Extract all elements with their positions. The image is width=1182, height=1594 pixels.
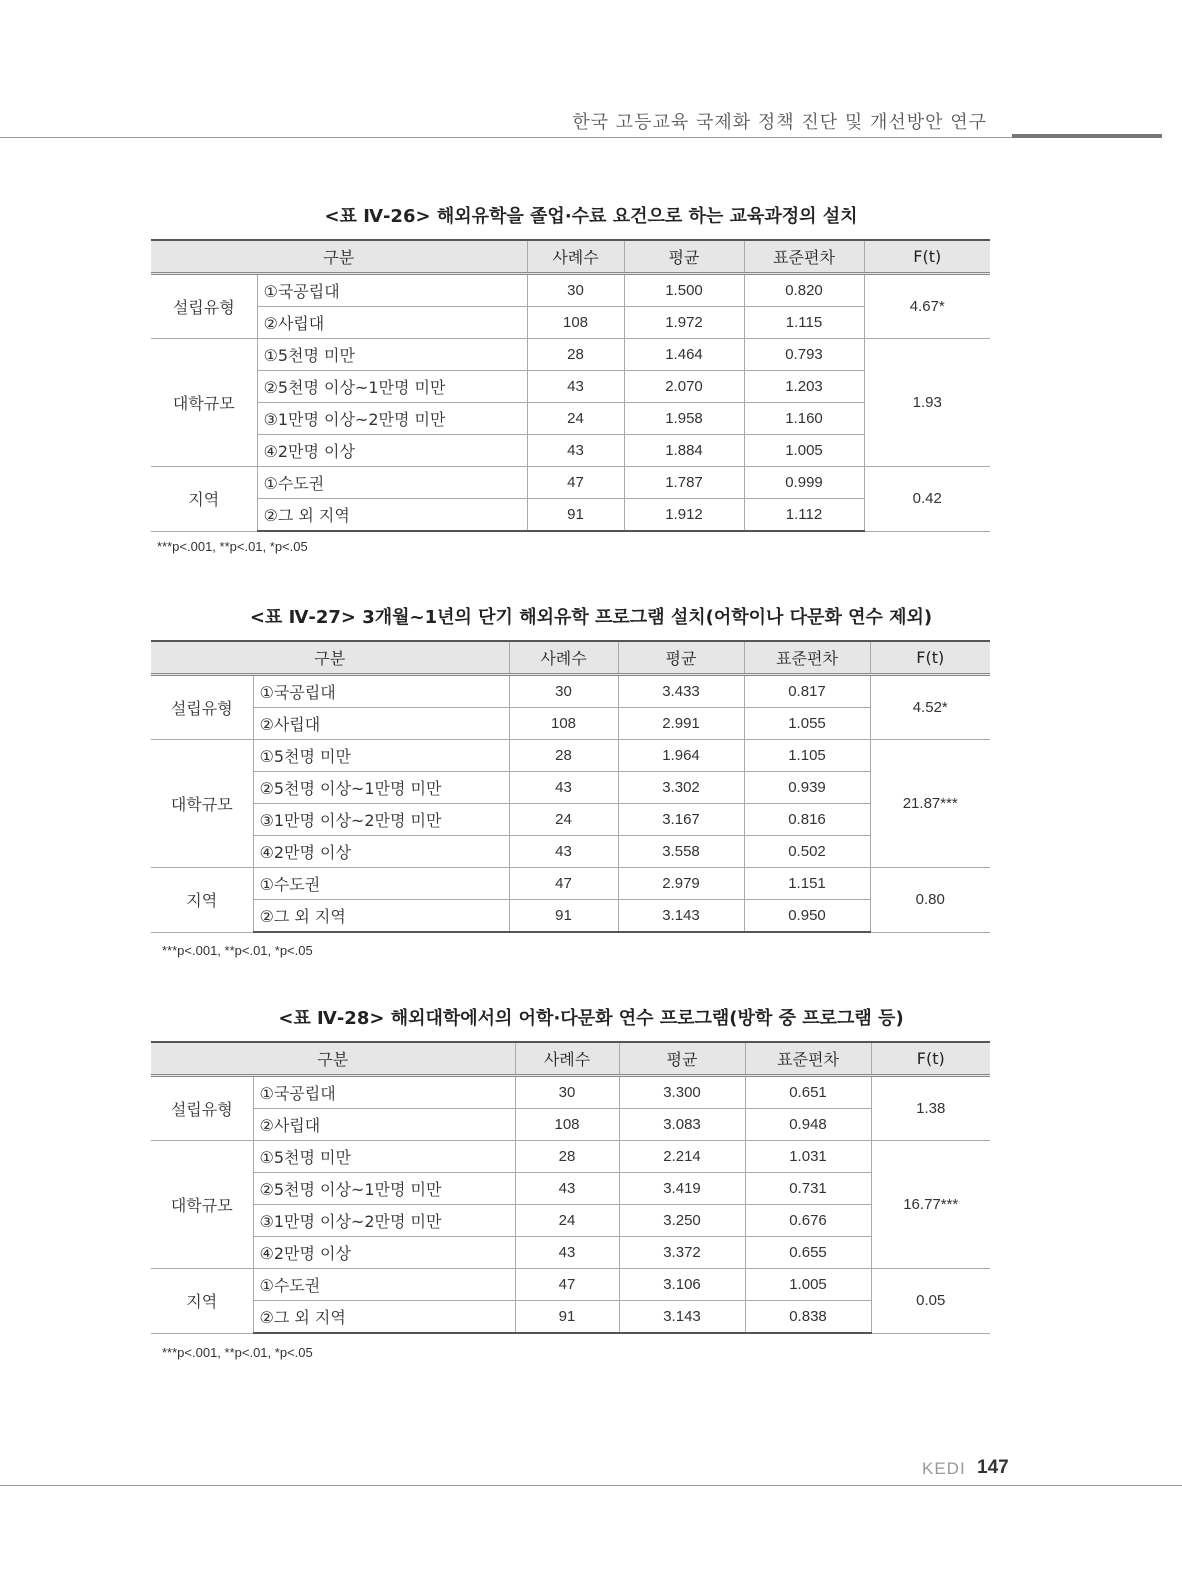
header-row: [151, 641, 990, 675]
table-row: [151, 1269, 990, 1301]
table-row: [151, 1301, 990, 1334]
mean-cell: 1.500: [624, 274, 744, 307]
count-cell: 91: [515, 1301, 619, 1334]
col-header-mean: 평균: [618, 641, 744, 675]
col-header-f: F(t): [864, 240, 990, 274]
group-label: 지역: [151, 868, 253, 933]
count-cell: 24: [509, 804, 618, 836]
mean-cell: 3.419: [619, 1173, 745, 1205]
mean-cell: 2.991: [618, 708, 744, 740]
col-header-sd: 표준편차: [744, 240, 864, 274]
col-header-f: F(t): [870, 641, 990, 675]
subgroup-label: ④2만명 이상: [253, 1237, 515, 1269]
count-cell: 47: [527, 467, 624, 499]
subgroup-label: ②사립대: [257, 307, 527, 339]
mean-cell: 2.979: [618, 868, 744, 900]
table-27: [151, 640, 990, 933]
sd-cell: 0.816: [744, 804, 870, 836]
subgroup-label: ①국공립대: [253, 1076, 515, 1109]
mean-cell: 3.433: [618, 675, 744, 708]
mean-cell: 3.167: [618, 804, 744, 836]
count-cell: 43: [515, 1173, 619, 1205]
count-cell: 47: [509, 868, 618, 900]
mean-cell: 3.372: [619, 1237, 745, 1269]
col-header-category: 구분: [151, 1042, 515, 1076]
group-label: 지역: [151, 467, 257, 532]
subgroup-label: ①수도권: [257, 467, 527, 499]
footer-org: KEDI: [922, 1459, 966, 1478]
running-header: 한국 고등교육 국제화 정책 진단 및 개선방안 연구: [572, 112, 987, 133]
mean-cell: 1.964: [618, 740, 744, 772]
mean-cell: 1.912: [624, 499, 744, 532]
group-label: 설립유형: [151, 675, 253, 740]
sd-cell: 0.793: [744, 339, 864, 371]
f-value-cell: 0.42: [864, 467, 990, 532]
sd-cell: 0.655: [745, 1237, 871, 1269]
sd-cell: 1.203: [744, 371, 864, 403]
mean-cell: 1.787: [624, 467, 744, 499]
f-value-cell: 4.67*: [864, 274, 990, 339]
mean-cell: 3.300: [619, 1076, 745, 1109]
sd-cell: 1.115: [744, 307, 864, 339]
f-value-cell: 4.52*: [870, 675, 990, 740]
group-label: 대학규모: [151, 740, 253, 868]
count-cell: 30: [509, 675, 618, 708]
f-value-cell: 0.05: [871, 1269, 990, 1334]
col-header-category: 구분: [151, 641, 509, 675]
sd-cell: 1.151: [744, 868, 870, 900]
sd-cell: 0.950: [744, 900, 870, 933]
subgroup-label: ①5천명 미만: [257, 339, 527, 371]
table-row: [151, 1205, 990, 1237]
table-row: [151, 675, 990, 708]
subgroup-label: ②사립대: [253, 1109, 515, 1141]
subgroup-label: ②5천명 이상~1만명 미만: [253, 1173, 515, 1205]
col-header-f: F(t): [871, 1042, 990, 1076]
footer-rule: [0, 1485, 1182, 1486]
mean-cell: 2.070: [624, 371, 744, 403]
table-row: [151, 836, 990, 868]
table-row: [151, 1173, 990, 1205]
col-header-category: 구분: [151, 240, 527, 274]
count-cell: 91: [527, 499, 624, 532]
header-row: [151, 240, 990, 274]
group-label: 설립유형: [151, 1076, 253, 1141]
subgroup-label: ②그 외 지역: [257, 499, 527, 532]
sd-cell: 1.112: [744, 499, 864, 532]
table-row: [151, 868, 990, 900]
table-row: [151, 740, 990, 772]
table-row: [151, 1141, 990, 1173]
header-row: [151, 1042, 990, 1076]
mean-cell: 1.464: [624, 339, 744, 371]
table-27-title: <표 Ⅳ-27> 3개월~1년의 단기 해외유학 프로그램 설치(어학이나 다문화 연수 제외): [249, 607, 933, 628]
subgroup-label: ③1만명 이상~2만명 미만: [257, 403, 527, 435]
table-row: [151, 772, 990, 804]
sd-cell: 1.160: [744, 403, 864, 435]
count-cell: 43: [509, 836, 618, 868]
mean-cell: 1.884: [624, 435, 744, 467]
sd-cell: 0.948: [745, 1109, 871, 1141]
subgroup-label: ①수도권: [253, 1269, 515, 1301]
count-cell: 28: [527, 339, 624, 371]
subgroup-label: ①5천명 미만: [253, 740, 509, 772]
table-row: [151, 274, 990, 307]
f-value-cell: 0.80: [870, 868, 990, 933]
sd-cell: 0.651: [745, 1076, 871, 1109]
table-row: [151, 1109, 990, 1141]
sd-cell: 0.502: [744, 836, 870, 868]
table-row: [151, 708, 990, 740]
table-row: [151, 1076, 990, 1109]
sd-cell: 0.838: [745, 1301, 871, 1334]
count-cell: 28: [515, 1141, 619, 1173]
sd-cell: 1.105: [744, 740, 870, 772]
table-26-note: ***p<.001, **p<.01, *p<.05: [157, 539, 308, 554]
count-cell: 43: [527, 371, 624, 403]
table-28-note: ***p<.001, **p<.01, *p<.05: [162, 1345, 313, 1360]
subgroup-label: ①국공립대: [257, 274, 527, 307]
subgroup-label: ②사립대: [253, 708, 509, 740]
subgroup-label: ①국공립대: [253, 675, 509, 708]
count-cell: 28: [509, 740, 618, 772]
subgroup-label: ④2만명 이상: [257, 435, 527, 467]
sd-cell: 1.031: [745, 1141, 871, 1173]
table-row: [151, 804, 990, 836]
subgroup-label: ④2만명 이상: [253, 836, 509, 868]
subgroup-label: ③1만명 이상~2만명 미만: [253, 804, 509, 836]
sd-cell: 0.939: [744, 772, 870, 804]
count-cell: 30: [515, 1076, 619, 1109]
count-cell: 24: [515, 1205, 619, 1237]
col-header-mean: 평균: [619, 1042, 745, 1076]
header-accent-bar: [1012, 134, 1162, 138]
sd-cell: 0.820: [744, 274, 864, 307]
mean-cell: 2.214: [619, 1141, 745, 1173]
subgroup-label: ②5천명 이상~1만명 미만: [257, 371, 527, 403]
count-cell: 91: [509, 900, 618, 933]
sd-cell: 0.731: [745, 1173, 871, 1205]
page-number: 147: [977, 1457, 1009, 1478]
subgroup-label: ③1만명 이상~2만명 미만: [253, 1205, 515, 1237]
mean-cell: 3.143: [618, 900, 744, 933]
col-header-count: 사례수: [515, 1042, 619, 1076]
sd-cell: 0.999: [744, 467, 864, 499]
count-cell: 108: [515, 1109, 619, 1141]
mean-cell: 3.143: [619, 1301, 745, 1334]
group-label: 대학규모: [151, 1141, 253, 1269]
subgroup-label: ②그 외 지역: [253, 1301, 515, 1334]
col-header-count: 사례수: [509, 641, 618, 675]
count-cell: 24: [527, 403, 624, 435]
f-value-cell: 1.93: [864, 339, 990, 467]
count-cell: 47: [515, 1269, 619, 1301]
mean-cell: 3.106: [619, 1269, 745, 1301]
group-label: 대학규모: [151, 339, 257, 467]
sd-cell: 0.676: [745, 1205, 871, 1237]
col-header-sd: 표준편차: [745, 1042, 871, 1076]
sd-cell: 1.005: [745, 1269, 871, 1301]
group-label: 설립유형: [151, 274, 257, 339]
table-row: [151, 900, 990, 933]
subgroup-label: ②그 외 지역: [253, 900, 509, 933]
sd-cell: 1.005: [744, 435, 864, 467]
group-label: 지역: [151, 1269, 253, 1334]
mean-cell: 3.302: [618, 772, 744, 804]
subgroup-label: ②5천명 이상~1만명 미만: [253, 772, 509, 804]
table-row: [151, 339, 990, 371]
mean-cell: 1.958: [624, 403, 744, 435]
mean-cell: 1.972: [624, 307, 744, 339]
mean-cell: 3.083: [619, 1109, 745, 1141]
header-rule: [0, 137, 1012, 138]
f-value-cell: 21.87***: [870, 740, 990, 868]
count-cell: 43: [527, 435, 624, 467]
table-28: [151, 1041, 990, 1334]
table-26: [151, 239, 990, 532]
table-28-title: <표 Ⅳ-28> 해외대학에서의 어학·다문화 연수 프로그램(방학 중 프로그램 등): [278, 1008, 904, 1029]
count-cell: 108: [527, 307, 624, 339]
col-header-count: 사례수: [527, 240, 624, 274]
sd-cell: 1.055: [744, 708, 870, 740]
count-cell: 43: [515, 1237, 619, 1269]
table-27-note: ***p<.001, **p<.01, *p<.05: [162, 943, 313, 958]
col-header-sd: 표준편차: [744, 641, 870, 675]
count-cell: 108: [509, 708, 618, 740]
count-cell: 30: [527, 274, 624, 307]
mean-cell: 3.250: [619, 1205, 745, 1237]
table-row: [151, 1237, 990, 1269]
f-value-cell: 16.77***: [871, 1141, 990, 1269]
count-cell: 43: [509, 772, 618, 804]
col-header-mean: 평균: [624, 240, 744, 274]
table-row: [151, 467, 990, 499]
subgroup-label: ①수도권: [253, 868, 509, 900]
sd-cell: 0.817: [744, 675, 870, 708]
table-26-title: <표 Ⅳ-26> 해외유학을 졸업·수료 요건으로 하는 교육과정의 설치: [324, 206, 858, 227]
f-value-cell: 1.38: [871, 1076, 990, 1141]
mean-cell: 3.558: [618, 836, 744, 868]
subgroup-label: ①5천명 미만: [253, 1141, 515, 1173]
